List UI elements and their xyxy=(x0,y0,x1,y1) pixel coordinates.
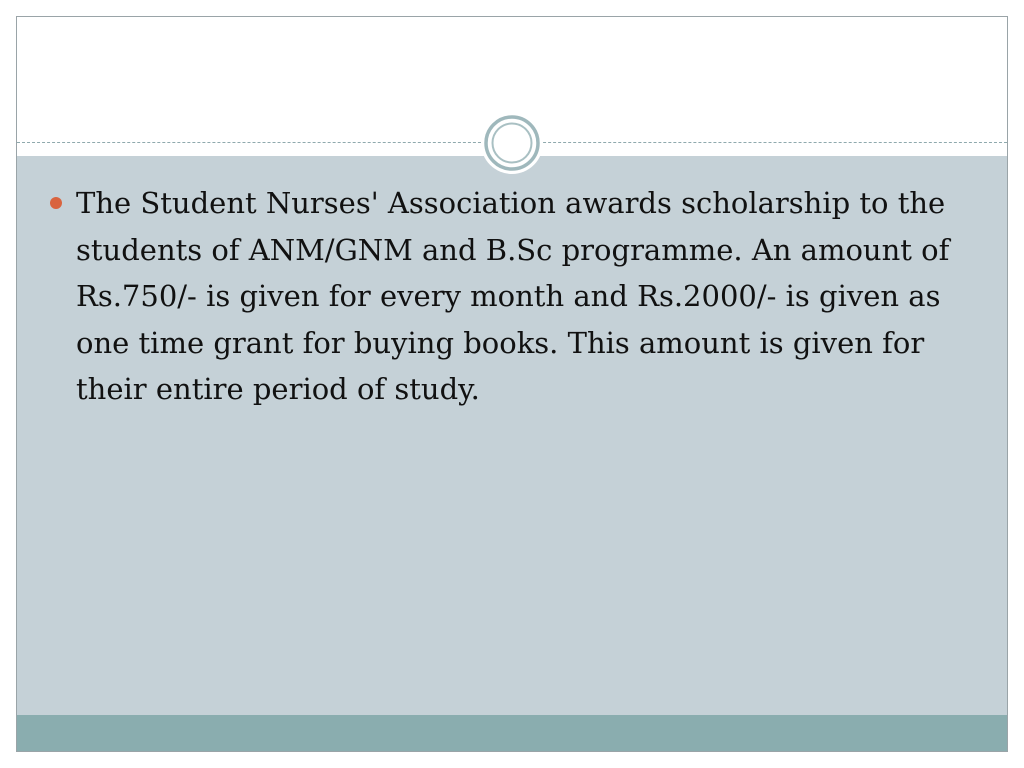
bullet-text: The Student Nurses' Association awards scholarship to the students of ANM/GNM and B.Sc programme. An amount of Rs.750/- is given for every month and Rs.2000/- is given as one time grant for buying books. This amount is given for their entire period of study. xyxy=(76,186,950,406)
bullet-item xyxy=(49,180,979,413)
ring-ornament-icon xyxy=(480,111,544,175)
slide xyxy=(16,16,1008,752)
bullet-list xyxy=(49,180,979,413)
bullet-dot-icon xyxy=(50,197,62,209)
slide-footer-band xyxy=(17,715,1007,751)
